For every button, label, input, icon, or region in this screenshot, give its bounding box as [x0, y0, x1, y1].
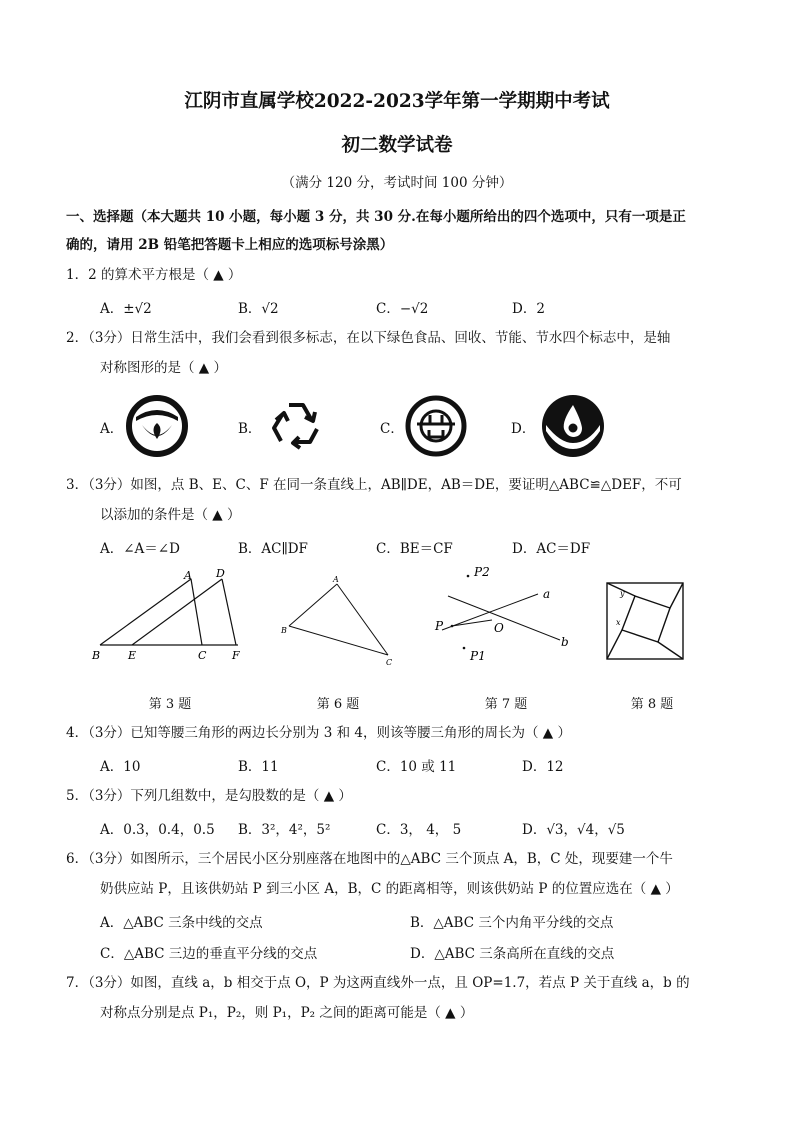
q1-option-d: D．2	[512, 301, 545, 317]
q4-stem: 4．（3分）已知等腰三角形的两边长分别为 3 和 4，则该等腰三角形的周长为（ ▲ ）	[66, 725, 571, 741]
q3-stem-line2: 以添加的条件是（ ▲ ）	[100, 507, 241, 523]
caption-q7: 第 7 题	[484, 697, 528, 712]
fig6-label-a: A	[333, 575, 339, 584]
q1-option-b: B．√2	[238, 301, 279, 317]
q4-option-a: A．10	[100, 759, 141, 775]
figure-q8	[602, 578, 688, 664]
paper-subtitle: 初二数学试卷	[341, 135, 453, 156]
figure-q6	[278, 570, 398, 670]
figure-q3	[88, 565, 248, 665]
fig7-label-o: O	[494, 621, 504, 635]
q6-option-d: D．△ABC 三条高所在直线的交点	[410, 946, 615, 962]
q2-stem-line2: 对称图形的是（ ▲ ）	[100, 360, 227, 376]
fig7-label-b: b	[561, 635, 569, 649]
caption-q3: 第 3 题	[148, 697, 192, 712]
fig8-label-x: x	[616, 618, 621, 627]
q6-stem-line2: 奶供应站 P，且该供奶站 P 到三小区 A，B，C 的距离相等，则该供奶站 P 的位置应选在（ ▲ ）	[100, 881, 679, 897]
q6-option-a: A．△ABC 三条中线的交点	[100, 915, 263, 931]
q3-stem-line1: 3．（3分）如图，点 B、E、C、F 在同一条直线上，AB∥DE，AB＝DE，要证明△ABC≌△DEF，不可	[66, 477, 682, 493]
fig7-label-p: P	[435, 619, 444, 633]
q3-option-a: A．∠A＝∠D	[100, 541, 180, 557]
fig7-label-a: a	[543, 587, 551, 601]
q7-stem-line1: 7．（3分）如图，直线 a，b 相交于点 O，P 为这两直线外一点，且 OP=1.7，若点 P 关于直线 a，b 的	[66, 975, 690, 991]
exam-info: （满分 120 分，考试时间 100 分钟）	[281, 175, 513, 191]
q6-stem-line1: 6．（3分）如图所示，三个居民小区分别座落在地图中的△ABC 三个顶点 A，B，C 处，现要建一个牛	[66, 851, 673, 867]
fig3-label-b: B	[92, 649, 101, 662]
q5-option-a: A．0.3，0.4，0.5	[100, 822, 215, 838]
fig7-label-p1: P1	[470, 649, 486, 663]
q7-stem-line2: 对称点分别是点 P₁，P₂，则 P₁，P₂ 之间的距离可能是（ ▲ ）	[100, 1005, 474, 1021]
q4-option-c: C．10 或 11	[376, 759, 457, 775]
fig6-label-c: C	[386, 658, 393, 667]
q1-option-c: C．−√2	[376, 301, 429, 317]
figure-q7	[430, 558, 580, 670]
exam-title: 江阴市直属学校2022-2023学年第一学期期中考试	[184, 91, 610, 112]
recycle-logo-icon	[265, 395, 327, 457]
q5-option-c: C．3， 4， 5	[376, 822, 462, 838]
section-heading-line2: 确的，请用 2B 铅笔把答题卡上相应的选项标号涂黑）	[66, 237, 394, 253]
green-food-logo-icon	[126, 395, 188, 457]
fig3-label-f: F	[232, 649, 240, 662]
water-saving-logo-icon	[540, 393, 606, 459]
q4-option-b: B．11	[238, 759, 279, 775]
q3-option-c: C．BE＝CF	[376, 541, 453, 557]
section-heading-line1: 一、选择题（本大题共 10 小题，每小题 3 分，共 30 分.在每小题所给出的四个选项中，只有一项是正	[66, 209, 686, 225]
q2-label-a: A．	[100, 421, 124, 437]
q3-option-b: B．AC∥DF	[238, 541, 308, 557]
q4-option-d: D．12	[522, 759, 564, 775]
fig3-label-c: C	[198, 649, 207, 662]
q5-stem: 5．（3分）下列几组数中，是勾股数的是（ ▲ ）	[66, 788, 352, 804]
q1-stem: 1．2 的算术平方根是（ ▲ ）	[66, 267, 242, 283]
q6-option-c: C．△ABC 三边的垂直平分线的交点	[100, 946, 318, 962]
fig3-label-e: E	[128, 649, 137, 662]
fig3-label-a: A	[184, 569, 192, 582]
q5-option-b: B．3²，4²，5²	[238, 822, 331, 838]
fig6-label-b: B	[281, 626, 287, 635]
q2-stem-line1: 2．（3分）日常生活中，我们会看到很多标志，在以下绿色食品、回收、节能、节水四个标志中，是轴	[66, 330, 671, 346]
q2-label-b: B．	[238, 421, 262, 437]
q6-option-b: B．△ABC 三个内角平分线的交点	[410, 915, 614, 931]
q2-label-d: D．	[511, 421, 536, 437]
q2-label-c: C．	[380, 421, 404, 437]
fig7-label-p2: P2	[474, 565, 490, 579]
fig3-label-d: D	[216, 567, 225, 580]
caption-q8: 第 8 题	[630, 697, 674, 712]
q5-option-d: D．√3，√4，√5	[522, 822, 625, 838]
caption-q6: 第 6 题	[316, 697, 360, 712]
energy-saving-logo-icon	[405, 395, 467, 457]
q1-option-a: A．±√2	[100, 301, 152, 317]
fig8-label-y: y	[620, 589, 625, 598]
q3-option-d: D．AC＝DF	[512, 541, 591, 557]
